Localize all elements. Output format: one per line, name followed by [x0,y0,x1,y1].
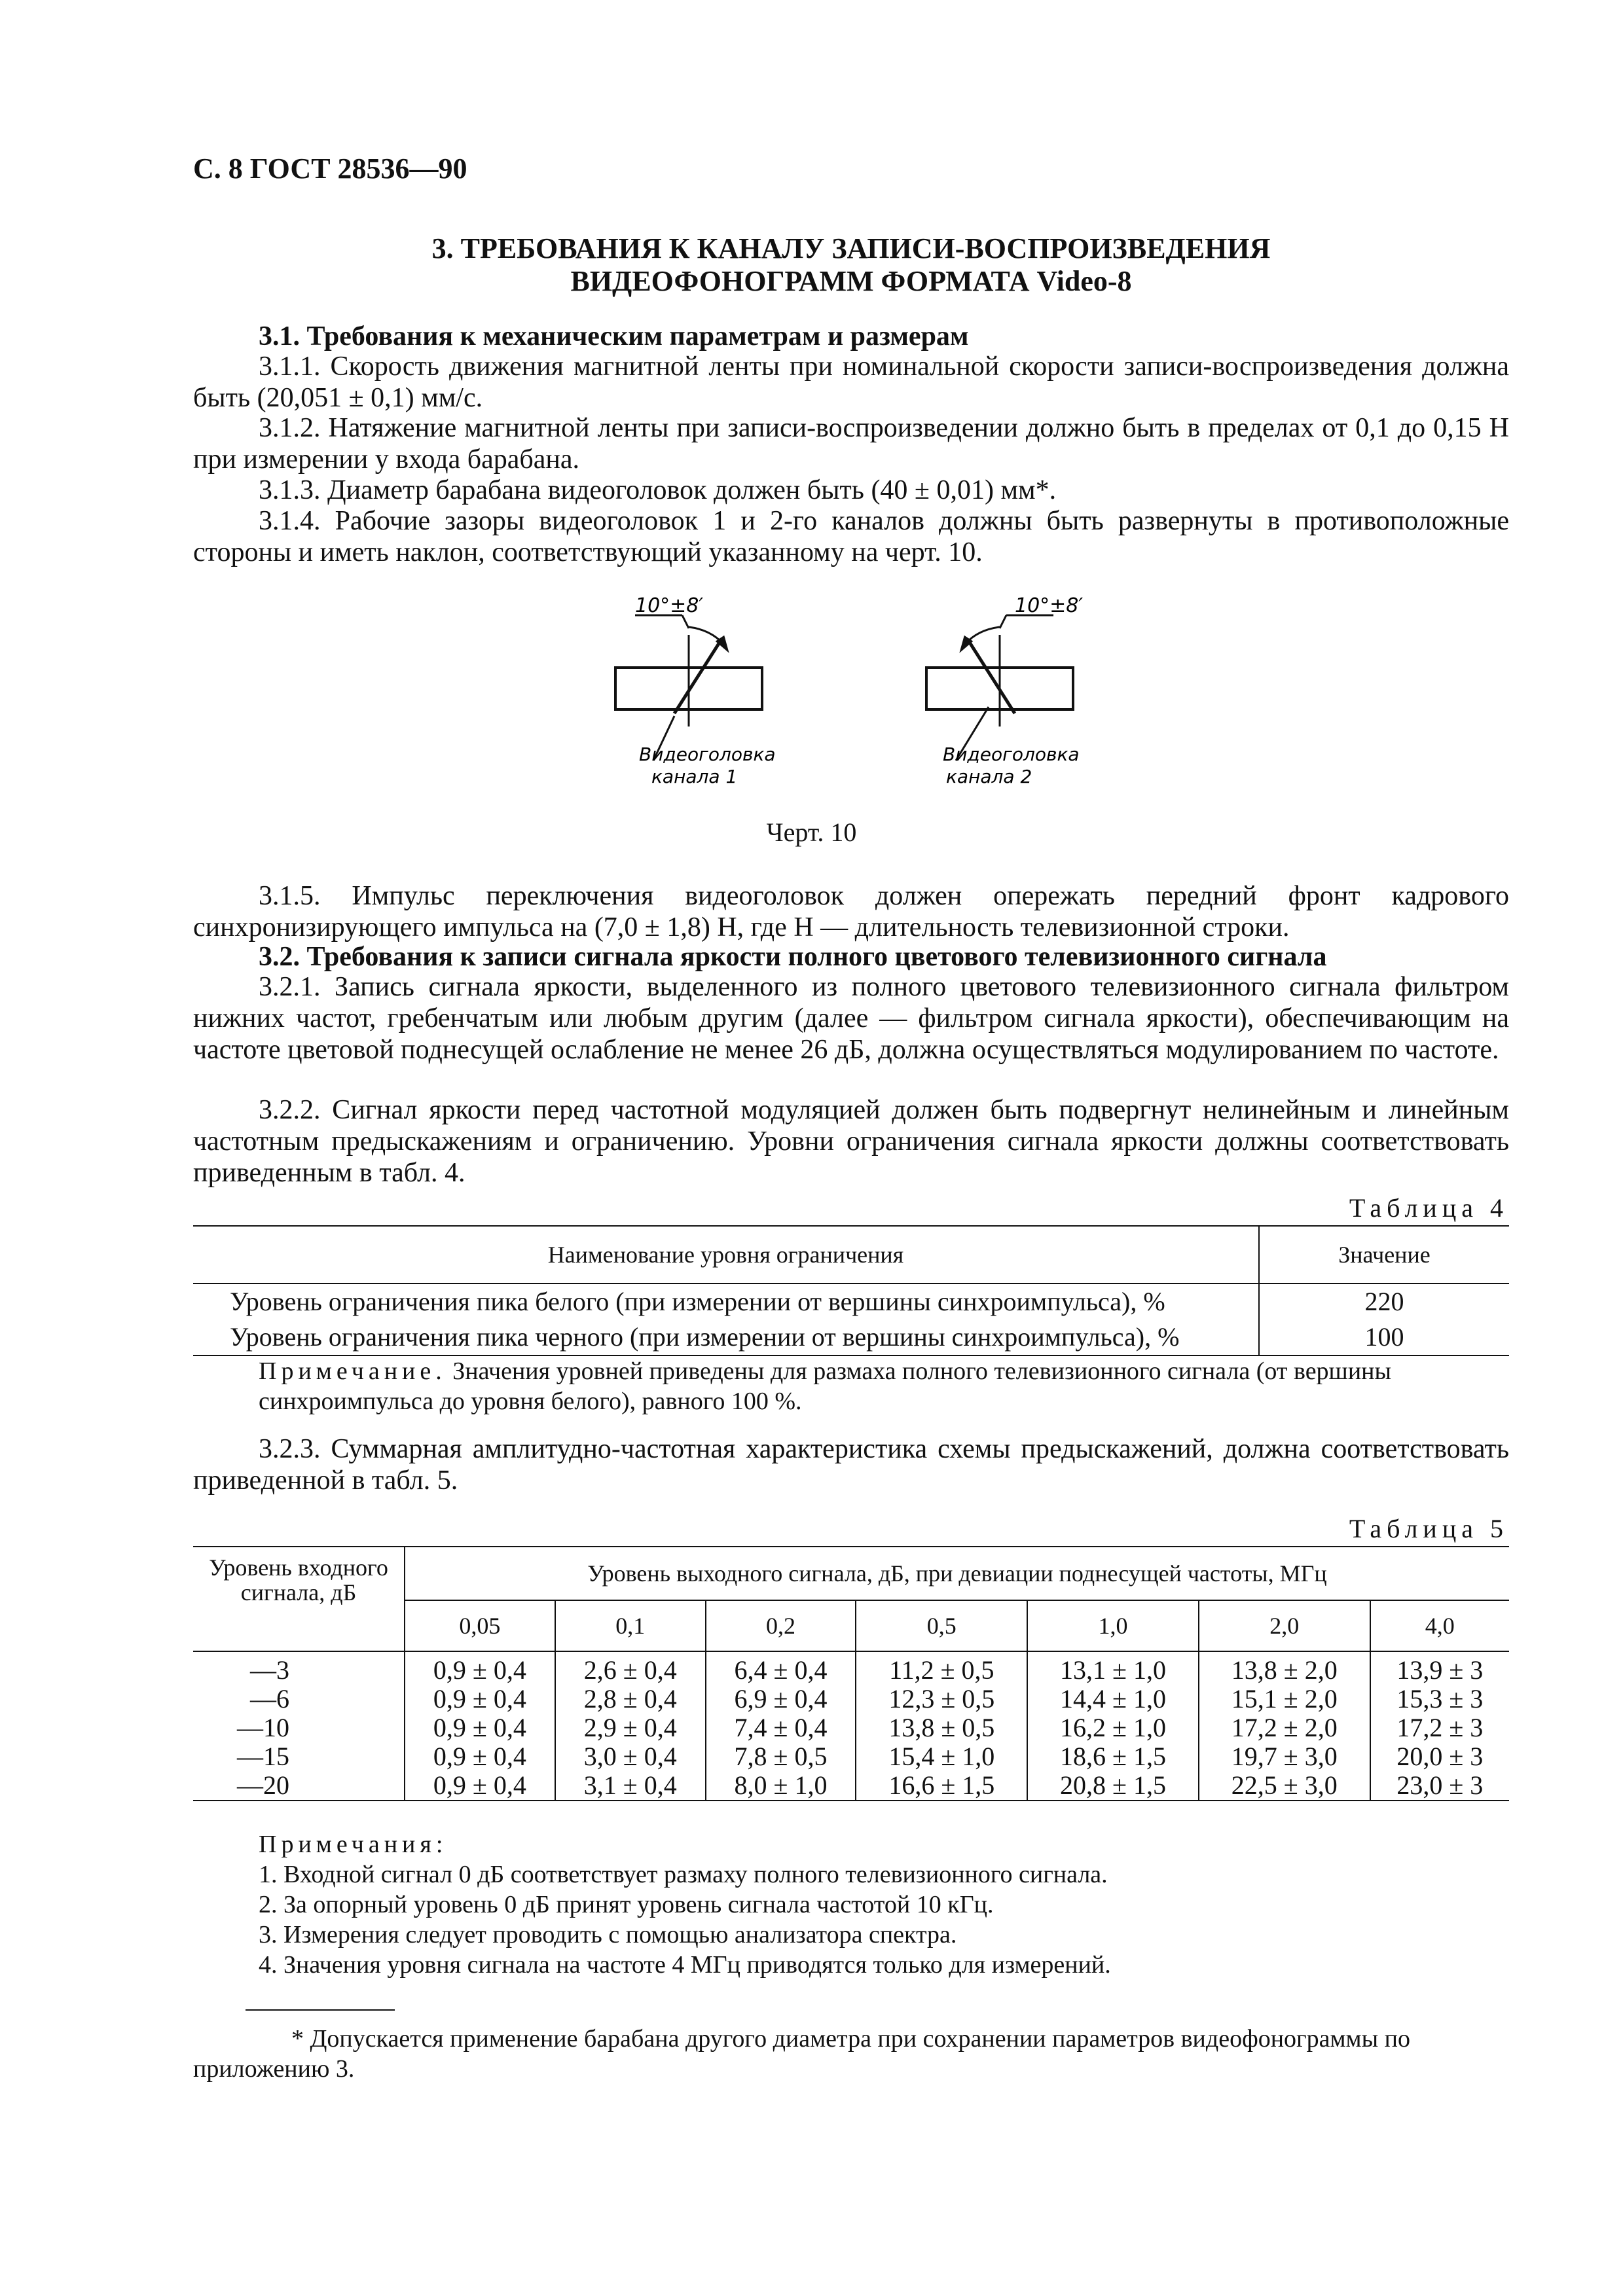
table-4-cell-value: 100 [1364,1322,1404,1352]
head-1-angle-arrow [718,637,727,649]
table-5-freq-header: 1,0 [1027,1600,1199,1651]
table-row [193,1685,1509,1713]
paragraph-3-2-3: 3.2.3. Суммарная амплитудно-частотная характеристика схемы предыскажений, должна соответствовать приведенной в табл. 5. [193,1434,1509,1496]
table-4-note [259,1356,1509,1416]
head-1-angle-label: 10°±8′ [635,594,704,617]
table-5-value-cell: 0,9 ± 0,4 [405,1685,555,1713]
table-5-note-item: 3. Измерения следует проводить с помощью анализатора спектра. [259,1921,957,1948]
table-5-value-cell: 16,6 ± 1,5 [856,1771,1027,1801]
table-5-value-cell: 20,8 ± 1,5 [1027,1771,1199,1801]
table-5-freq-header: 0,2 [706,1600,856,1651]
table-5-note-item: 2. За опорный уровень 0 дБ принят уровень сигнала частотой 10 кГц. [259,1891,994,1918]
head-2-diagram [926,615,1073,761]
footnote-separator [246,2009,395,2011]
head-1-label-line1: Видеоголовка [639,744,776,765]
table-5-value-cell: 7,4 ± 0,4 [706,1713,856,1742]
table-5-input-level-cell: —15 [193,1742,405,1771]
table-row [193,1283,1509,1319]
head-2-gap-line [969,641,1015,713]
table-5-value-cell: 14,4 ± 1,0 [1027,1685,1199,1713]
table-5-value-cell: 22,5 ± 3,0 [1199,1771,1370,1801]
head-1-diagram [615,615,762,761]
table-5-note-item: 4. Значения уровня сигнала на частоте 4 МГц приводятся только для измерений. [259,1951,1111,1979]
table-5-value-cell: 13,8 ± 2,0 [1199,1651,1370,1685]
table-5-freq-header: 0,1 [555,1600,706,1651]
paragraph-3-1-1: 3.1.1. Скорость движения магнитной ленты при номинальной скорости записи-воспроизведения должна быть (20,051 ± 0,1) мм/с. [193,351,1509,413]
table-5-value-cell: 11,2 ± 0,5 [856,1651,1027,1685]
table-5-value-cell: 19,7 ± 3,0 [1199,1742,1370,1771]
table-5-value-cell: 16,2 ± 1,0 [1027,1713,1199,1742]
table-5-body [193,1651,1509,1801]
head-2-label-line2: канала 2 [946,766,1032,787]
table-5-value-cell: 2,9 ± 0,4 [555,1713,706,1742]
table-row [193,1651,1509,1685]
paragraph-3-2-2: 3.2.2. Сигнал яркости перед частотной модуляцией должен быть подвергнут нелинейным и линейным частотным предыскажениям и ограничению. Уровни ограничения сигнала яркости должны соответствовать приведенным в табл. 4. [193,1095,1509,1188]
table-5-value-cell: 8,0 ± 1,0 [706,1771,856,1801]
table-5-input-level-cell: —6 [193,1685,405,1713]
table-5-freq-header: 4,0 [1425,1613,1455,1639]
table-5-freq-header: 0,5 [856,1600,1027,1651]
table-4-header-row [193,1226,1509,1283]
table-5-value-cell: 17,2 ± 3 [1396,1713,1484,1742]
paragraph-3-2-1: 3.2.1. Запись сигнала яркости, выделенного из полного цветового телевизионного сигнала фильтром нижних частот, гребенчатым или любым другим (далее — фильтром сигнала яркости), обеспечивающим на частоте цветовой поднесущей ослабление не менее 26 дБ, должна осуществляться модулированием по частоте. [193,972,1509,1065]
table-5-value-cell: 15,3 ± 3 [1396,1684,1484,1713]
table-5-value-cell: 20,0 ± 3 [1396,1742,1484,1771]
table-5-input-level-cell: —20 [193,1771,405,1801]
table-4-cell-name: Уровень ограничения пика белого (при измерении от вершины синхроимпульса), % [193,1283,1259,1319]
table-5-freq-header: 2,0 [1199,1600,1370,1651]
table-5-header-row-1 [193,1547,1509,1600]
head-2-label-leader [1000,615,1006,628]
table-5-value-cell: 13,8 ± 0,5 [856,1713,1027,1742]
table-4-col-name: Наименование уровня ограничения [193,1226,1259,1283]
figure-caption: Черт. 10 [766,817,857,847]
table-5-value-cell: 6,9 ± 0,4 [706,1685,856,1713]
section-title-line2: ВИДЕОФОНОГРАММ ФОРМАТА Video-8 [570,265,1132,297]
table-5-value-cell: 2,6 ± 0,4 [555,1651,706,1685]
table-row [193,1713,1509,1742]
table-5-value-cell: 2,8 ± 0,4 [555,1685,706,1713]
table-5-value-cell: 15,4 ± 1,0 [856,1742,1027,1771]
table-4-note-label: Примечание. [259,1357,447,1385]
head-1-label-leader [682,615,689,628]
table-row [193,1742,1509,1771]
subsection-heading-3-1: 3.1. Требования к механическим параметрам и размерам [259,321,969,351]
table-row [193,1771,1509,1801]
table-5-value-cell: 7,8 ± 0,5 [706,1742,856,1771]
table-5 [193,1546,1509,1801]
table-4-cell-name: Уровень ограничения пика черного (при измерении от вершины синхроимпульса), % [193,1319,1259,1355]
table-5-value-cell: 6,4 ± 0,4 [706,1651,856,1685]
table-row [193,1319,1509,1355]
table-5-value-cell: 12,3 ± 0,5 [856,1685,1027,1713]
subsection-heading-3-2: 3.2. Требования к записи сигнала яркости полного цветового телевизионного сигнала [259,942,1327,972]
paragraph-3-1-4: 3.1.4. Рабочие зазоры видеоголовок 1 и 2-го каналов должны быть развернуты в противоположные стороны и иметь наклон, соответствующий указанному на черт. 10. [193,506,1509,567]
table-4-label: Таблица 4 [1349,1193,1508,1223]
table-5-input-level-cell: —10 [193,1713,405,1742]
table-4-col-value: Значение [1338,1242,1431,1268]
table-5-freq-header: 0,05 [405,1600,555,1651]
paragraph-3-1-3: 3.1.3. Диаметр барабана видеоголовок должен быть (40 ± 0,01) мм*. [259,475,1057,505]
table-5-label: Таблица 5 [1349,1514,1508,1543]
table-5-value-cell: 13,9 ± 3 [1396,1655,1484,1685]
table-5-col-input: Уровень входного сигнала, дБ [193,1547,405,1651]
table-5-value-cell: 23,0 ± 3 [1396,1770,1484,1800]
page-header: С. 8 ГОСТ 28536—90 [193,152,467,185]
table-5-value-cell: 0,9 ± 0,4 [405,1713,555,1742]
table-5-notes-label: Примечания: [259,1831,448,1858]
table-5-input-level-cell: —3 [193,1651,405,1685]
head-2-angle-arrow [962,637,971,649]
table-5-value-cell: 0,9 ± 0,4 [405,1651,555,1685]
table-4 [193,1225,1509,1356]
head-1-gap-line [674,641,720,713]
table-5-value-cell: 13,1 ± 1,0 [1027,1651,1199,1685]
table-5-value-cell: 0,9 ± 0,4 [405,1771,555,1801]
table-5-value-cell: 0,9 ± 0,4 [405,1742,555,1771]
table-5-value-cell: 17,2 ± 2,0 [1199,1713,1370,1742]
head-2-label-line1: Видеоголовка [943,744,1080,765]
paragraph-3-1-5: 3.1.5. Импульс переключения видеоголовок должен опережать передний фронт кадрового синхронизирующего импульса на (7,0 ± 1,8) H, где H — длительность телевизионной строки. [193,881,1509,942]
table-4-cell-value: 220 [1364,1287,1404,1316]
table-4-note-text: Значения уровней приведены для размаха полного телевизионного сигнала (от вершины синхроимпульса до уровня белого), равного 100 %. [259,1357,1392,1415]
footnote: * Допускается применение барабана другого диаметра при сохранении параметров видеофонограммы по приложению 3. [193,2025,1410,2083]
head-2-angle-label: 10°±8′ [1015,594,1084,617]
section-title-line1: 3. ТРЕБОВАНИЯ К КАНАЛУ ЗАПИСИ-ВОСПРОИЗВЕДЕНИЯ [431,232,1271,264]
table-5-col-output: Уровень выходного сигнала, дБ, при девиации поднесущей частоты, МГц [405,1547,1509,1600]
table-5-value-cell: 18,6 ± 1,5 [1027,1742,1199,1771]
table-5-value-cell: 3,1 ± 0,4 [555,1771,706,1801]
table-5-value-cell: 15,1 ± 2,0 [1199,1685,1370,1713]
table-5-notes [259,1829,1509,1980]
table-5-value-cell: 3,0 ± 0,4 [555,1742,706,1771]
paragraph-3-1-2: 3.1.2. Натяжение магнитной ленты при записи-воспроизведении должно быть в пределах от 0,1 до 0,15 Н при измерении у входа барабана. [193,413,1509,475]
head-1-label-line2: канала 1 [651,766,738,787]
table-5-note-item: 1. Входной сигнал 0 дБ соответствует размаху полного телевизионного сигнала. [259,1861,1108,1888]
figure-10-diagram [589,589,1113,798]
